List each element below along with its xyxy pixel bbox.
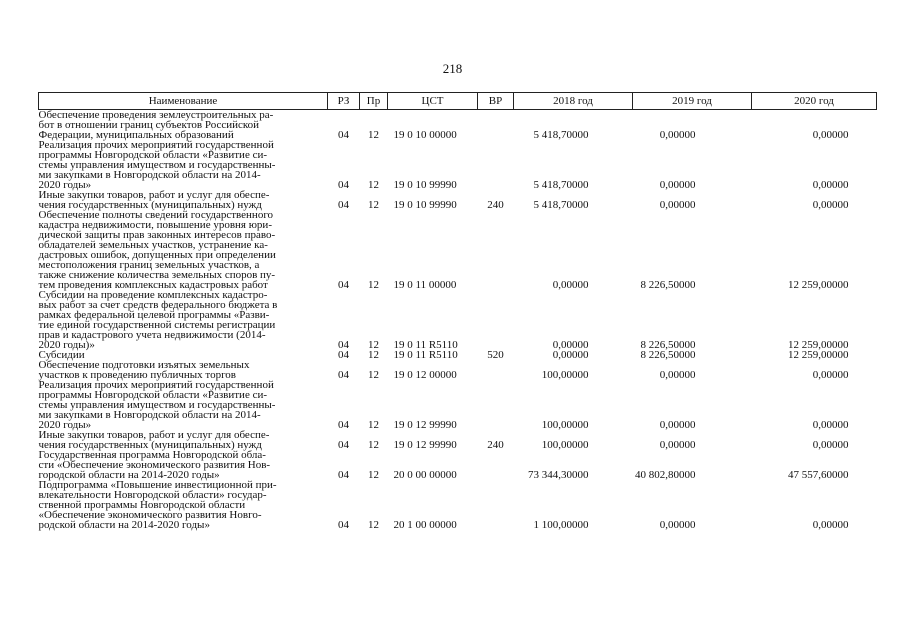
cell-2020: 0,00000 [812,519,849,531]
cell-vr [478,480,514,530]
table-row [39,450,877,480]
table-row [39,210,877,290]
cell-pr: 12 [368,519,379,531]
table-row [39,480,877,530]
cell-vr [478,210,514,290]
table-row [39,110,877,141]
cell-vr [478,290,514,350]
cell-2018: 1 100,00000 [533,519,589,531]
cell-name: Государственная программа Новгородской обла- сти «Обеспечение экономического развития Нов- городской области на 2014-2020 годы» [38,449,271,481]
cell-pr: 12 [368,469,379,481]
cell-2020: 0,00000 [812,199,849,211]
cell-2018: 100,00000 [541,419,589,431]
cell-2019: 0,00000 [659,519,696,531]
cell-2020: 0,00000 [812,439,849,451]
cell-pr: 12 [368,129,379,141]
cell-2019: 0,00000 [659,179,696,191]
cell-name: Реализация прочих мероприятий государственной программы Новгородской области «Развитие си- стемы управления имуществом и государственны- ми закупками в Новгородской области на 2014- 2020 годы» [38,379,276,431]
table-row [39,190,877,210]
cell-cst: 19 0 12 99990 [393,439,457,451]
cell-rz: 04 [338,199,349,211]
column-header-name: Наименование [39,93,328,110]
cell-2018: 5 418,70000 [533,199,589,211]
cell-rz: 04 [338,279,349,291]
cell-2020: 12 259,00000 [788,339,849,351]
cell-rz: 04 [338,349,349,361]
cell-cst: 19 0 11 R5110 [393,349,458,361]
cell-pr: 12 [368,349,379,361]
cell-cst: 19 0 10 99990 [393,199,457,211]
cell-2018: 0,00000 [552,349,589,361]
cell-2020: 47 557,60000 [788,469,849,481]
cell-cst: 19 0 10 00000 [393,129,457,141]
column-header-rz: РЗ [328,93,360,110]
cell-cst: 19 0 12 99990 [393,419,457,431]
cell-2020: 0,00000 [812,179,849,191]
cell-2020: 0,00000 [812,419,849,431]
cell-vr [478,380,514,430]
cell-name: Обеспечение полноты сведений государственного кадастра недвижимости, повышение уровня юри- дической защиты прав законных интересов право- обладателей земельных участков, устранение ка- дастровых ошибок, допущенных при определении местоположения границ земельных участков, а также снижение количества земельных споров пу- тем проведения комплексных кадастровых работ [38,209,276,291]
column-header-2020: 2020 год [752,93,877,110]
cell-2019: 8 226,50000 [640,279,696,291]
cell-pr: 12 [368,279,379,291]
cell-vr [478,110,514,141]
table-row [39,380,877,430]
cell-2018: 5 418,70000 [533,129,589,141]
cell-vr: 520 [487,349,504,361]
column-header-pr: Пр [360,93,388,110]
cell-rz: 04 [338,339,349,351]
cell-pr: 12 [368,199,379,211]
cell-cst: 19 0 10 99990 [393,179,457,191]
cell-pr: 12 [368,439,379,451]
cell-2019: 40 802,80000 [635,469,696,481]
cell-cst: 19 0 11 00000 [393,279,457,291]
cell-2019: 8 226,50000 [640,349,696,361]
column-header-2019: 2019 год [633,93,752,110]
cell-name: Субсидии [38,349,85,361]
cell-cst: 19 0 12 00000 [393,369,457,381]
cell-cst: 19 0 11 R5110 [393,339,458,351]
cell-rz: 04 [338,469,349,481]
cell-pr: 12 [368,339,379,351]
cell-vr [478,140,514,190]
cell-rz: 04 [338,519,349,531]
cell-2020: 0,00000 [812,129,849,141]
table-row [39,290,877,350]
cell-name: Иные закупки товаров, работ и услуг для обеспе- чения государственных (муниципальных) нужд [38,429,270,451]
column-header-cst: ЦСТ [388,93,478,110]
cell-2019: 8 226,50000 [640,339,696,351]
cell-2019: 0,00000 [659,129,696,141]
column-header-vr: ВР [478,93,514,110]
cell-2018: 73 344,30000 [528,469,589,481]
cell-vr [478,450,514,480]
cell-2020: 12 259,00000 [788,279,849,291]
table-row [39,430,877,450]
cell-2018: 100,00000 [541,439,589,451]
page-number: 218 [442,61,463,76]
budget-table [38,92,877,530]
cell-cst: 20 1 00 00000 [393,519,457,531]
cell-vr [478,360,514,380]
cell-2020: 12 259,00000 [788,349,849,361]
cell-cst: 20 0 00 00000 [393,469,457,481]
table-header-row [39,93,877,110]
cell-2018: 0,00000 [552,279,589,291]
cell-rz: 04 [338,419,349,431]
column-header-2018: 2018 год [514,93,633,110]
cell-vr: 240 [487,199,504,211]
cell-2019: 0,00000 [659,199,696,211]
cell-rz: 04 [338,129,349,141]
cell-name: Обеспечение подготовки изъятых земельных участков к проведению публичных торгов [38,359,250,381]
table-row [39,360,877,380]
cell-2019: 0,00000 [659,369,696,381]
cell-name: Обеспечение проведения землеустроительных ра- бот в отношении границ субъектов Российской Федерации, муниципальных образований [38,109,274,141]
table-row [39,140,877,190]
cell-name: Субсидии на проведение комплексных кадастро- вых работ за счет средств федерального бюджета в рамках федеральной целевой программы «Разви- тие единой государственной системы регистрации прав и кадастрового учета недвижимости (2014- 2020 годы)» [38,289,278,351]
cell-pr: 12 [368,369,379,381]
cell-pr: 12 [368,419,379,431]
cell-2018: 0,00000 [552,339,589,351]
cell-2019: 0,00000 [659,439,696,451]
cell-rz: 04 [338,179,349,191]
cell-2018: 5 418,70000 [533,179,589,191]
cell-pr: 12 [368,179,379,191]
cell-2019: 0,00000 [659,419,696,431]
cell-name: Подпрограмма «Повышение инвестиционной при- влекательности Новгородской области» государ- ственной программы Новгородской области «Обеспечение экономического развития Новго- родской области на 2014-2020 годы» [38,479,277,531]
cell-2018: 100,00000 [541,369,589,381]
cell-vr: 240 [487,439,504,451]
cell-name: Иные закупки товаров, работ и услуг для обеспе- чения государственных (муниципальных) нужд [38,189,270,211]
cell-rz: 04 [338,439,349,451]
cell-rz: 04 [338,369,349,381]
cell-name: Реализация прочих мероприятий государственной программы Новгородской области «Развитие си- стемы управления имуществом и государственны- ми закупками в Новгородской области на 2014- 2020 годы» [38,139,276,191]
cell-2020: 0,00000 [812,369,849,381]
